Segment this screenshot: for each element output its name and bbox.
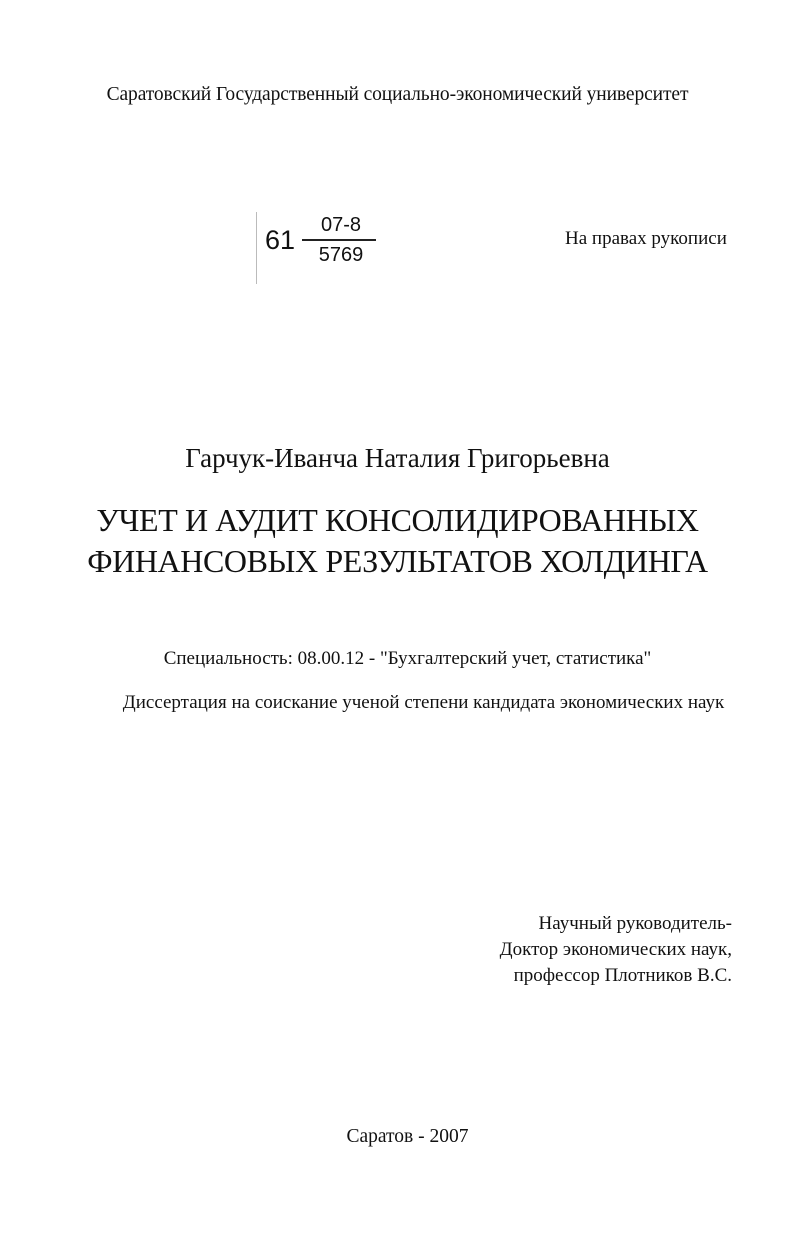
dissertation-degree: Диссертация на соискание ученой степени кандидата экономических наук — [122, 692, 725, 713]
dissertation-title — [0, 500, 795, 582]
author-name: Гарчук-Иванча Наталия Григорьевна — [185, 443, 610, 473]
title-line: ФИНАНСОВЫХ РЕЗУЛЬТАТОВ ХОЛДИНГА — [87, 543, 708, 579]
supervisor-line: профессор Плотников В.С. — [513, 965, 732, 986]
university-name: Саратовский Государственный социально-экономический университет — [106, 84, 689, 105]
supervisor-block — [420, 911, 732, 989]
stamp-prefix: 61 — [265, 225, 296, 255]
city-year: Саратов - 2007 — [346, 1126, 469, 1147]
supervisor-line: Доктор экономических наук, — [499, 939, 732, 960]
library-stamp — [262, 214, 382, 274]
supervisor-line: Научный руководитель- — [538, 913, 732, 934]
stamp-numerator: 07-8 — [320, 214, 362, 236]
specialty: Специальность: 08.00.12 - "Бухгалтерский учет, статистика" — [163, 648, 652, 669]
title-line: УЧЕТ И АУДИТ КОНСОЛИДИРОВАННЫХ — [96, 502, 699, 538]
scan-mark — [256, 212, 257, 284]
stamp-fraction-line — [302, 239, 376, 241]
rights-note: На правах рукописи — [565, 228, 727, 249]
stamp-denominator: 5769 — [318, 244, 364, 266]
